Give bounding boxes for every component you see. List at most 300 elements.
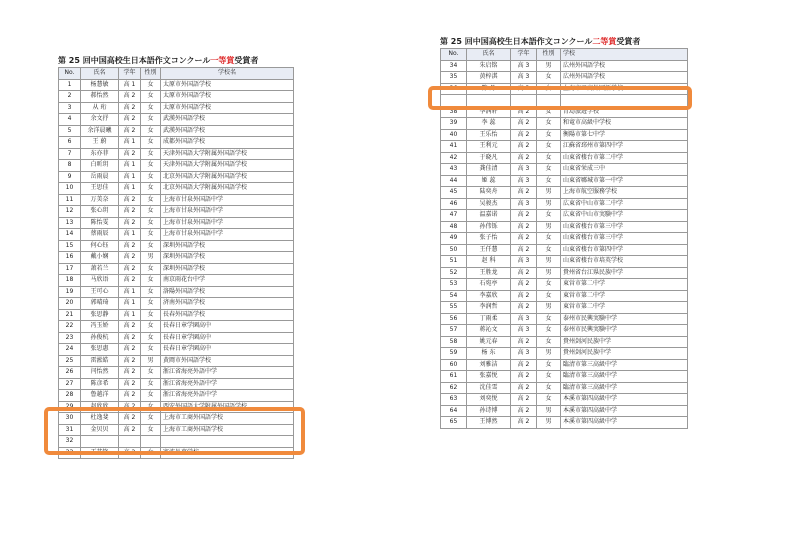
cell-grade: 高 2 xyxy=(511,106,537,118)
cell-school: 長春日章学園高中 xyxy=(161,344,294,356)
cell-gender: 女 xyxy=(141,240,161,252)
cell-name: 王仟慧 xyxy=(467,244,511,256)
table-row xyxy=(59,206,294,218)
cell-gender: 女 xyxy=(537,141,561,153)
cell-school: 太原市外国語学校 xyxy=(161,79,294,91)
cell-gender: 女 xyxy=(537,152,561,164)
table-row xyxy=(441,256,688,268)
cell-gender: 男 xyxy=(141,252,161,264)
cell-name: 从 珩 xyxy=(81,102,119,114)
cell-grade: 高 3 xyxy=(511,325,537,337)
cell-grade: 高 3 xyxy=(511,198,537,210)
cell-name: 萧若兰 xyxy=(81,263,119,275)
cell-grade: 高 2 xyxy=(511,267,537,279)
cell-gender: 女 xyxy=(141,298,161,310)
cell-gender: 女 xyxy=(141,194,161,206)
cell-name: 杨 东 xyxy=(467,348,511,360)
cell-no: 16 xyxy=(59,252,81,264)
col-header-gender: 性別 xyxy=(537,49,561,61)
cell-gender: 男 xyxy=(537,348,561,360)
cell-no: 49 xyxy=(441,233,467,245)
second-prize-rows xyxy=(441,60,688,428)
cell-no: 29 xyxy=(59,401,81,413)
cell-grade: 高 2 xyxy=(511,290,537,302)
cell-gender: 女 xyxy=(141,309,161,321)
cell-school: 長春外国語学校 xyxy=(161,309,294,321)
cell-grade: 高 2 xyxy=(119,252,141,264)
col-header-grade: 学年 xyxy=(119,68,141,80)
cell-gender: 女 xyxy=(141,114,161,126)
cell-grade: 高 2 xyxy=(511,152,537,164)
cell-gender: 男 xyxy=(537,221,561,233)
cell-gender: 女 xyxy=(141,91,161,103)
cell-no: 41 xyxy=(441,141,467,153)
cell-school: 太原市外国語学校 xyxy=(161,91,294,103)
cell-grade: 高 2 xyxy=(511,302,537,314)
cell-no: 21 xyxy=(59,309,81,321)
table-row xyxy=(441,129,688,141)
cell-no: 62 xyxy=(441,382,467,394)
cell-gender: 女 xyxy=(141,321,161,333)
cell-school: 東営市第二中学 xyxy=(561,302,688,314)
cell-gender: 女 xyxy=(537,313,561,325)
cell-name: 黄梓淇 xyxy=(467,72,511,84)
table-row xyxy=(59,344,294,356)
cell-name: 刘雅洁 xyxy=(467,359,511,371)
cell-school: 上海市甘泉外国語中学 xyxy=(161,194,294,206)
cell-school: 泰州市民興実験中学 xyxy=(561,313,688,325)
cell-name: 岳雨晨 xyxy=(81,171,119,183)
cell-gender: 女 xyxy=(141,286,161,298)
cell-no: 14 xyxy=(59,229,81,241)
table-row xyxy=(441,394,688,406)
cell-grade: 高 2 xyxy=(119,275,141,287)
cell-grade: 高 2 xyxy=(511,394,537,406)
cell-gender: 男 xyxy=(537,60,561,72)
table-row xyxy=(441,221,688,233)
cell-school: 広州外国語学校 xyxy=(561,72,688,84)
cell-no: 4 xyxy=(59,114,81,126)
cell-no: 1 xyxy=(59,79,81,91)
table-row xyxy=(59,390,294,402)
cell-no: 26 xyxy=(59,367,81,379)
cell-name: 于晓凡 xyxy=(467,152,511,164)
cell-grade: 高 3 xyxy=(511,175,537,187)
cell-school: 長春日章学園高中 xyxy=(161,321,294,333)
cell-school: 山東省栄成三中 xyxy=(561,164,688,176)
cell-name: 王 蔚 xyxy=(81,137,119,149)
cell-name: 姬 蕊 xyxy=(467,175,511,187)
cell-no: 8 xyxy=(59,160,81,172)
cell-grade: 高 2 xyxy=(119,102,141,114)
cell-name: 刘奕悦 xyxy=(467,394,511,406)
cell-grade: 高 2 xyxy=(119,332,141,344)
cell-no: 2 xyxy=(59,91,81,103)
cell-name: 李润哲 xyxy=(467,302,511,314)
cell-grade: 高 3 xyxy=(511,164,537,176)
cell-grade: 高 2 xyxy=(511,336,537,348)
table-row xyxy=(59,160,294,172)
cell-no: 51 xyxy=(441,256,467,268)
cell-name: 陈 月 xyxy=(467,83,511,95)
cell-grade: 高 1 xyxy=(119,79,141,91)
cell-grade: 高 2 xyxy=(119,424,141,436)
cell-gender: 男 xyxy=(141,355,161,367)
first-prize-rows xyxy=(59,79,294,459)
cell-gender: 女 xyxy=(537,279,561,291)
cell-no: 63 xyxy=(441,394,467,406)
cell-no: 60 xyxy=(441,359,467,371)
cell-name: 冯玉娇 xyxy=(81,321,119,333)
col-header-gender: 性別 xyxy=(141,68,161,80)
cell-grade: 高 2 xyxy=(511,279,537,291)
cell-name: 张思静 xyxy=(81,309,119,321)
cell-grade: 高 2 xyxy=(119,344,141,356)
cell-school: 浙江省海亮外語中学 xyxy=(161,378,294,390)
table-row xyxy=(59,114,294,126)
table-header-row xyxy=(59,68,294,80)
cell-gender: 女 xyxy=(537,210,561,222)
cell-no: 7 xyxy=(59,148,81,160)
table-row xyxy=(441,405,688,417)
cell-name: 龚佳清 xyxy=(467,164,511,176)
cell-school: 北京外国語大学附属外国語学校 xyxy=(161,171,294,183)
cell-name: 孙诗博 xyxy=(467,405,511,417)
table-row xyxy=(441,141,688,153)
cell-school: 本溪市第四高級中学 xyxy=(561,405,688,417)
cell-gender: 女 xyxy=(537,382,561,394)
table-row xyxy=(441,359,688,371)
cell-no: 34 xyxy=(441,60,467,72)
cell-school: 太原市外国語学校 xyxy=(161,102,294,114)
cell-name: 白昕玥 xyxy=(81,160,119,172)
cell-school: 寧波外事学校 xyxy=(161,447,294,459)
cell-school: 上海市甘泉外国語中学 xyxy=(161,217,294,229)
cell-school: 山東省棲台市第四中学 xyxy=(561,244,688,256)
cell-no: 15 xyxy=(59,240,81,252)
cell-gender: 女 xyxy=(141,148,161,160)
cell-school: 東営市第二中学 xyxy=(561,290,688,302)
col-header-name: 氏名 xyxy=(467,49,511,61)
col-header-no: No. xyxy=(441,49,467,61)
cell-school: 山東省棲台市培英学校 xyxy=(561,256,688,268)
cell-no: 39 xyxy=(441,118,467,130)
cell-no: 9 xyxy=(59,171,81,183)
table-row xyxy=(59,286,294,298)
cell-name: 温嘉诺 xyxy=(467,210,511,222)
cell-school: 天津外国語大学附属外国語学校 xyxy=(161,148,294,160)
cell-gender: 女 xyxy=(537,106,561,118)
cell-no: 36 xyxy=(441,83,467,95)
cell-gender: 女 xyxy=(537,83,561,95)
cell-school: 南京雨花台中学 xyxy=(161,275,294,287)
cell-no: 57 xyxy=(441,325,467,337)
cell-name: 张心玥 xyxy=(81,206,119,218)
cell-gender: 男 xyxy=(537,267,561,279)
cell-school: 泰州市民興実験中学 xyxy=(561,325,688,337)
cell-grade: 高 2 xyxy=(511,405,537,417)
table-row xyxy=(441,371,688,383)
cell-gender: 女 xyxy=(141,183,161,195)
cell-school: 貴州省台江県民族中学 xyxy=(561,267,688,279)
cell-grade: 高 3 xyxy=(511,348,537,360)
cell-grade: 高 2 xyxy=(119,91,141,103)
cell-name: 孙俊杭 xyxy=(81,332,119,344)
cell-grade: 高 2 xyxy=(511,244,537,256)
cell-name: 李润轩 xyxy=(467,106,511,118)
table-row xyxy=(441,244,688,256)
cell-grade: 高 2 xyxy=(119,447,141,459)
cell-no: 58 xyxy=(441,336,467,348)
cell-no: 22 xyxy=(59,321,81,333)
cell-name: 王胜龙 xyxy=(467,267,511,279)
cell-gender: 女 xyxy=(537,336,561,348)
cell-gender: 男 xyxy=(537,198,561,210)
cell-school: 上海市工商外国語学校 xyxy=(161,424,294,436)
table-row xyxy=(441,118,688,130)
table-row xyxy=(441,348,688,360)
cell-name: 蔡雨辰 xyxy=(81,229,119,241)
cell-name: 戴小娴 xyxy=(81,252,119,264)
table-row xyxy=(59,240,294,252)
table-row xyxy=(59,309,294,321)
cell-name: 石宛亭 xyxy=(467,279,511,291)
cell-school: 武漢外国語学校 xyxy=(161,114,294,126)
cell-gender: 女 xyxy=(141,229,161,241)
cell-gender: 男 xyxy=(537,302,561,314)
cell-no: 59 xyxy=(441,348,467,360)
table-row xyxy=(59,137,294,149)
cell-gender: 女 xyxy=(141,332,161,344)
cell-no: 5 xyxy=(59,125,81,137)
cell-school: 江蘇省邳州市第四中学 xyxy=(561,141,688,153)
cell-name: 蒋沁文 xyxy=(467,325,511,337)
table-row xyxy=(59,125,294,137)
cell-grade: 高 1 xyxy=(119,183,141,195)
cell-school: 臨清市第三高級中学 xyxy=(561,359,688,371)
col-header-name: 氏名 xyxy=(81,68,119,80)
cell-name: 余洋晨曦 xyxy=(81,125,119,137)
cell-no: 42 xyxy=(441,152,467,164)
cell-grade: 高 1 xyxy=(119,160,141,172)
cell-grade: 高 2 xyxy=(511,371,537,383)
cell-no: 45 xyxy=(441,187,467,199)
cell-name: 张嘉悦 xyxy=(467,371,511,383)
cell-school: 広東省中山市実験中学 xyxy=(561,210,688,222)
cell-no: 54 xyxy=(441,290,467,302)
cell-grade: 高 2 xyxy=(511,233,537,245)
table-row xyxy=(441,233,688,245)
cell-grade: 高 2 xyxy=(119,367,141,379)
cell-name: 陈怡雯 xyxy=(81,217,119,229)
cell-name: 杨慧敏 xyxy=(81,79,119,91)
cell-school: 黄岡市外国語学校 xyxy=(161,355,294,367)
cell-school: 上海市航空服務学校 xyxy=(561,187,688,199)
table-row xyxy=(59,194,294,206)
table-row xyxy=(441,164,688,176)
cell-gender: 女 xyxy=(537,118,561,130)
cell-grade: 高 2 xyxy=(119,413,141,425)
cell-name: 王思佳 xyxy=(81,183,119,195)
cell-gender: 男 xyxy=(537,187,561,199)
cell-gender: 女 xyxy=(141,378,161,390)
cell-name: 郝怡然 xyxy=(81,91,119,103)
highlight-box-second-prize xyxy=(428,86,692,110)
cell-name: 李 蕊 xyxy=(467,118,511,130)
table-row xyxy=(59,148,294,160)
table-row xyxy=(59,275,294,287)
cell-school: 深圳外国語学校 xyxy=(161,252,294,264)
table-row xyxy=(441,313,688,325)
cell-name: 张子怡 xyxy=(467,233,511,245)
cell-name: 何心钰 xyxy=(81,240,119,252)
cell-grade: 高 1 xyxy=(119,286,141,298)
cell-gender: 男 xyxy=(537,405,561,417)
cell-school: 東営市第二中学 xyxy=(561,279,688,291)
cell-name: 朱启铭 xyxy=(467,60,511,72)
table-row xyxy=(59,355,294,367)
table-row xyxy=(59,252,294,264)
cell-no: 64 xyxy=(441,405,467,417)
cell-gender: 女 xyxy=(537,72,561,84)
table-row xyxy=(441,175,688,187)
cell-no: 11 xyxy=(59,194,81,206)
cell-gender: 女 xyxy=(141,171,161,183)
cell-gender: 女 xyxy=(141,367,161,379)
table-row xyxy=(59,367,294,379)
cell-no: 28 xyxy=(59,390,81,402)
cell-grade: 高 2 xyxy=(119,378,141,390)
cell-school: 上海市工商外国語学校 xyxy=(561,83,688,95)
cell-name: 王利元 xyxy=(467,141,511,153)
cell-grade: 高 2 xyxy=(511,187,537,199)
first-prize-title: 第 25 回中国高校生日本語作文コンクール一等賞受賞者 xyxy=(58,56,259,65)
table-header-row xyxy=(441,49,688,61)
col-header-no: No. xyxy=(59,68,81,80)
cell-gender: 女 xyxy=(537,233,561,245)
cell-grade: 高 1 xyxy=(119,229,141,241)
cell-grade: 高 2 xyxy=(511,129,537,141)
table-row xyxy=(59,171,294,183)
table-row xyxy=(59,102,294,114)
highlight-box-first-prize xyxy=(44,407,305,455)
cell-school: 上海市甘泉外国語中学 xyxy=(161,229,294,241)
cell-name: 张思惠 xyxy=(81,344,119,356)
table-row xyxy=(441,290,688,302)
cell-gender: 女 xyxy=(141,79,161,91)
cell-gender: 女 xyxy=(537,164,561,176)
cell-school: 広州外国語学校 xyxy=(561,60,688,72)
cell-no: 40 xyxy=(441,129,467,141)
cell-grade: 高 3 xyxy=(511,83,537,95)
cell-name: 王可心 xyxy=(81,286,119,298)
cell-school: 洛陽外国語学校 xyxy=(161,286,294,298)
cell-no: 27 xyxy=(59,378,81,390)
cell-name: 鲁越洋 xyxy=(81,390,119,402)
cell-no: 48 xyxy=(441,221,467,233)
cell-grade: 高 1 xyxy=(119,298,141,310)
cell-name: 王乐怡 xyxy=(467,129,511,141)
cell-no: 20 xyxy=(59,298,81,310)
cell-gender: 女 xyxy=(141,206,161,218)
cell-school: 臨清市第三高級中学 xyxy=(561,382,688,394)
cell-no: 10 xyxy=(59,183,81,195)
table-row xyxy=(441,187,688,199)
cell-gender: 女 xyxy=(537,325,561,337)
cell-name: 杜逸斐 xyxy=(81,413,119,425)
cell-grade: 高 3 xyxy=(511,72,537,84)
cell-no: 30 xyxy=(59,413,81,425)
cell-no: 24 xyxy=(59,344,81,356)
table-row xyxy=(441,302,688,314)
cell-name: 雷淞皓 xyxy=(81,355,119,367)
cell-name: 吴骏杰 xyxy=(467,198,511,210)
table-row xyxy=(441,325,688,337)
cell-name: 李嘉欣 xyxy=(467,290,511,302)
cell-grade: 高 2 xyxy=(119,401,141,413)
cell-name: 闫怡然 xyxy=(81,367,119,379)
cell-school: 成都外国語学校 xyxy=(161,137,294,149)
cell-school: 青島旅遊学校 xyxy=(561,106,688,118)
cell-no: 56 xyxy=(441,313,467,325)
cell-gender: 女 xyxy=(537,359,561,371)
table-row xyxy=(441,210,688,222)
cell-grade: 高 3 xyxy=(511,313,537,325)
table-row xyxy=(441,72,688,84)
cell-school: 浙江省海亮外語中学 xyxy=(161,390,294,402)
cell-gender: 女 xyxy=(141,447,161,459)
cell-grade: 高 2 xyxy=(119,125,141,137)
cell-grade: 高 2 xyxy=(511,118,537,130)
cell-gender: 女 xyxy=(141,344,161,356)
cell-name: 王艺锋 xyxy=(81,447,119,459)
cell-name: 赵 科 xyxy=(467,256,511,268)
cell-school: 山東省棲台市第三中学 xyxy=(561,233,688,245)
cell-name: 东亦菲 xyxy=(81,148,119,160)
cell-grade: 高 2 xyxy=(119,206,141,218)
cell-grade: 高 2 xyxy=(119,263,141,275)
cell-name: 姚元春 xyxy=(467,336,511,348)
cell-school: 貴州剑河民族中学 xyxy=(561,336,688,348)
cell-no: 3 xyxy=(59,102,81,114)
cell-grade: 高 2 xyxy=(119,355,141,367)
cell-school: 武漢外国語学校 xyxy=(161,125,294,137)
cell-school: 浙江省海亮外語中学 xyxy=(161,367,294,379)
table-row xyxy=(59,263,294,275)
cell-name: 金贝贝 xyxy=(81,424,119,436)
cell-gender: 女 xyxy=(141,390,161,402)
cell-gender: 女 xyxy=(537,371,561,383)
cell-gender: 女 xyxy=(537,175,561,187)
cell-school: 北京外国語大学附属外国語学校 xyxy=(161,183,294,195)
cell-gender: 女 xyxy=(141,160,161,172)
table-row xyxy=(59,321,294,333)
cell-gender: 男 xyxy=(537,256,561,268)
cell-no: 18 xyxy=(59,275,81,287)
cell-gender: 女 xyxy=(537,244,561,256)
cell-name: 王博然 xyxy=(467,417,511,429)
cell-no: 61 xyxy=(441,371,467,383)
cell-grade: 高 2 xyxy=(511,382,537,394)
cell-no: 44 xyxy=(441,175,467,187)
cell-grade: 高 2 xyxy=(511,141,537,153)
table-row xyxy=(441,382,688,394)
first-prize-table xyxy=(58,67,294,459)
cell-school: 臨清市第三高級中学 xyxy=(561,371,688,383)
cell-grade: 高 1 xyxy=(119,171,141,183)
cell-school: 深圳外国語学校 xyxy=(161,263,294,275)
cell-gender: 女 xyxy=(141,413,161,425)
